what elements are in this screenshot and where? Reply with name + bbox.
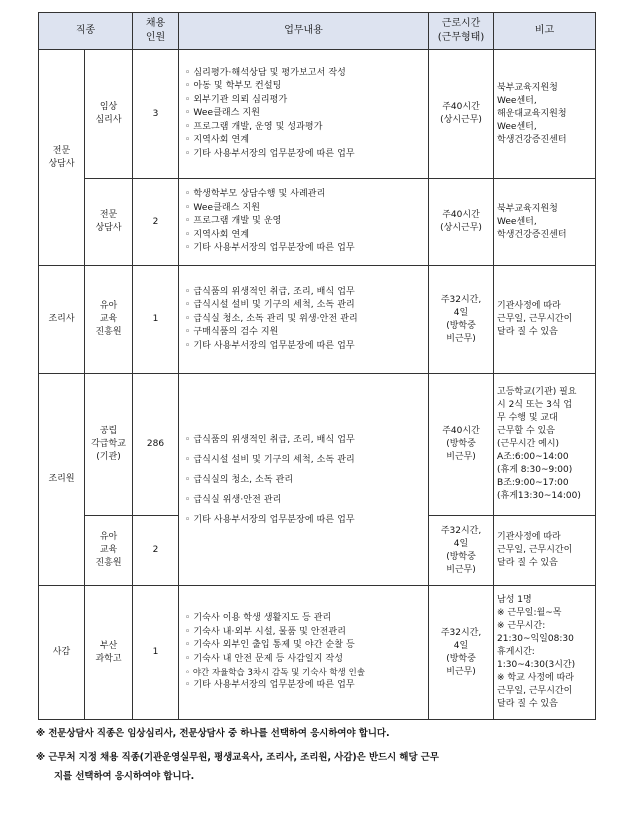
table-row (39, 586, 596, 720)
remarks-cook (494, 266, 596, 374)
remarks-kitchen-school (494, 374, 596, 516)
count-cook: 1 (133, 266, 179, 374)
remark-line: 달라 질 수 있음 (497, 327, 558, 337)
job-dorm: 부산 과학고 (85, 586, 133, 720)
duties-counselor (179, 179, 429, 266)
remark-line: 고등학교(기관) 필요 (497, 387, 577, 397)
group-counselor: 전문 상담사 (39, 50, 85, 266)
group-cook: 조리사 (39, 266, 85, 374)
duty-item: ◦ 아동 및 학부모 컨설팅 (185, 81, 282, 92)
duty-item: ◦ 기타 사용부서장의 업무분장에 따른 업무 (185, 680, 355, 691)
group-kitchen-staff: 조리원 (39, 374, 85, 586)
duty-item: ◦ 지역사회 연계 (185, 135, 250, 146)
header-count: 채용 인원 (133, 13, 179, 50)
remark-line: ※ 근무일:월~목 (497, 608, 562, 618)
table-row (39, 266, 596, 374)
remark-line: A조:6:00~14:00 (497, 452, 569, 462)
header-remarks: 비고 (494, 13, 596, 50)
remark-line: 기관사정에 따라 (497, 532, 561, 542)
remark-line: 시 2식 또는 3식 업 (497, 400, 573, 410)
duty-item: ◦ 지역사회 연계 (185, 229, 250, 240)
remark-line: (휴게13:30~14:00) (497, 491, 581, 501)
remark-line: (근무시간 예시) (497, 439, 560, 449)
remark-line: ※ 근무시간: (497, 621, 546, 631)
remark-line: 기관사정에 따라 (497, 301, 561, 311)
remark-line: B조:9:00~17:00 (497, 478, 569, 488)
remark-line: 학생건강증진센터 (497, 134, 567, 145)
count-kitchen-school: 286 (133, 374, 179, 516)
duty-item: ◦ 급식시설 설비 및 기구의 세척, 소독 관리 (185, 454, 355, 465)
duty-item: ◦ Wee클래스 지원 (185, 108, 261, 119)
duty-item: ◦ 급식실 위생·안전 관리 (185, 494, 282, 505)
duty-item: ◦ 기숙사 외부인 출입 통제 및 야간 순찰 등 (185, 640, 355, 651)
count-dorm: 1 (133, 586, 179, 720)
duty-item: ◦ 급식시설 설비 및 기구의 세척, 소독 관리 (185, 300, 355, 311)
header-category: 직종 (39, 13, 133, 50)
hours-dorm: 주32시간, 4일 (방학중 비근무) (429, 586, 494, 720)
remark-line: 학생건강증진센터 (497, 229, 567, 240)
duties-dorm (179, 586, 429, 720)
header-duties: 업무내용 (179, 13, 429, 50)
table-row (39, 50, 596, 179)
table-row (39, 179, 596, 266)
duty-item: ◦ 급식실 청소, 소독 관리 및 위생·안전 관리 (185, 313, 358, 324)
duty-item: ◦ 기숙사 내·외부 시설, 물품 및 안전관리 (185, 626, 347, 637)
duty-item: ◦ 심리평가·해석상담 및 평가보고서 작성 (185, 68, 346, 79)
duty-item: ◦ 프로그램 개발, 운영 및 성과평가 (185, 121, 323, 132)
duty-item: ◦ 기숙사 내 안전 문제 등 사감일지 작성 (185, 653, 344, 664)
duty-item: ◦ 프로그램 개발 및 운영 (185, 216, 282, 227)
remark-line: Wee센터, (497, 121, 537, 132)
remark-line: 근무할 수 있음 (497, 426, 555, 436)
table-header-row (39, 13, 596, 50)
duty-item: ◦ 야간 자율학습 3차시 감독 및 기숙사 학생 인솔 (185, 666, 366, 677)
duty-item: ◦ Wee클래스 지원 (185, 202, 261, 213)
count-clinical: 3 (133, 50, 179, 179)
duties-kitchen (179, 374, 429, 586)
duty-item: ◦ 기타 사용부서장의 업무분장에 따른 업무 (185, 148, 355, 159)
hours-cook: 주32시간, 4일 (방학중 비근무) (429, 266, 494, 374)
duty-item: ◦ 급식품의 위생적인 취급, 조리, 배식 업무 (185, 434, 355, 445)
hours-clinical: 주40시간 (상시근무) (429, 50, 494, 179)
duty-item: ◦ 급식품의 위생적인 취급, 조리, 배식 업무 (185, 286, 355, 297)
remark-line: ※ 학교 사정에 따라 (497, 673, 574, 683)
job-kitchen-kinder: 유아 교육 진흥원 (85, 516, 133, 586)
hours-kitchen-kinder: 주32시간, 4일 (방학중 비근무) (429, 516, 494, 586)
remark-line: 남성 1명 (497, 595, 532, 605)
duty-item: ◦ 기숙사 이용 학생 생활지도 등 관리 (185, 613, 332, 624)
footnote-text: ※ 근무처 지정 채용 직종(기관운영실무원, 평생교육사, 조리사, 조리원, 사감)은 반드시 해당 근무 (36, 752, 439, 763)
remarks-clinical (494, 50, 596, 179)
remark-line: 북부교육지원청 (497, 82, 558, 93)
duty-item: ◦ 구매식품의 검수 지원 (185, 327, 279, 338)
remark-line: 달라 질 수 있음 (497, 699, 558, 709)
footnote-text: ※ 전문상담사 직종은 임상심리사, 전문상담사 중 하나를 선택하여 응시하여야 합니다. (36, 728, 390, 739)
duties-cook (179, 266, 429, 374)
remark-line: 21:30~익일08:30 (497, 634, 574, 644)
remark-line: 근무일, 근무시간이 (497, 686, 573, 696)
job-kitchen-school: 공립 각급학교 (기관) (85, 374, 133, 516)
hours-counselor: 주40시간 (상시근무) (429, 179, 494, 266)
footnote-counselor (36, 724, 606, 743)
remark-line: 근무일, 근무시간이 (497, 545, 573, 555)
remarks-counselor (494, 179, 596, 266)
job-table (38, 12, 596, 720)
remark-line: 북부교육지원청 (497, 203, 558, 214)
duty-item: ◦ 외부기관 의뢰 심리평가 (185, 94, 288, 105)
remarks-kitchen-kinder (494, 516, 596, 586)
duties-clinical (179, 50, 429, 179)
job-cook-kinder: 유아 교육 진흥원 (85, 266, 133, 374)
duty-item: ◦ 급식실의 청소, 소독 관리 (185, 474, 294, 485)
remark-line: 1:30~4:30(3시간) (497, 660, 576, 670)
duty-item: ◦ 학생학부모 상담수행 및 사례관리 (185, 189, 326, 200)
remarks-dorm (494, 586, 596, 720)
header-hours: 근로시간 (근무형태) (429, 13, 494, 50)
remark-line: Wee센터, (497, 216, 537, 227)
remark-line: (휴게 8:30~9:00) (497, 465, 573, 475)
count-kitchen-kinder: 2 (133, 516, 179, 586)
count-counselor: 2 (133, 179, 179, 266)
remark-line: 근무일, 근무시간이 (497, 314, 573, 324)
hours-kitchen-school: 주40시간 (방학중 비근무) (429, 374, 494, 516)
remark-line: 해운대교육지원청 (497, 108, 567, 119)
remark-line: 휴게시간: (497, 647, 535, 657)
job-counselor: 전문 상담사 (85, 179, 133, 266)
remark-line: Wee센터, (497, 95, 537, 106)
group-dorm: 사감 (39, 586, 85, 720)
footnote-designated (36, 748, 606, 786)
remark-line: 달라 질 수 있음 (497, 558, 558, 568)
table-row (39, 374, 596, 516)
duty-item: ◦ 기타 사용부서장의 업무분장에 따른 업무 (185, 243, 355, 254)
job-clinical: 임상 심리사 (85, 50, 133, 179)
remark-line: 무 수행 및 교대 (497, 413, 558, 423)
duty-item: ◦ 기타 사용부서장의 업무분장에 따른 업무 (185, 340, 355, 351)
duty-item: ◦ 기타 사용부서장의 업무분장에 따른 업무 (185, 514, 355, 525)
footnote-text: 지를 선택하여 응시하여야 합니다. (54, 771, 195, 782)
